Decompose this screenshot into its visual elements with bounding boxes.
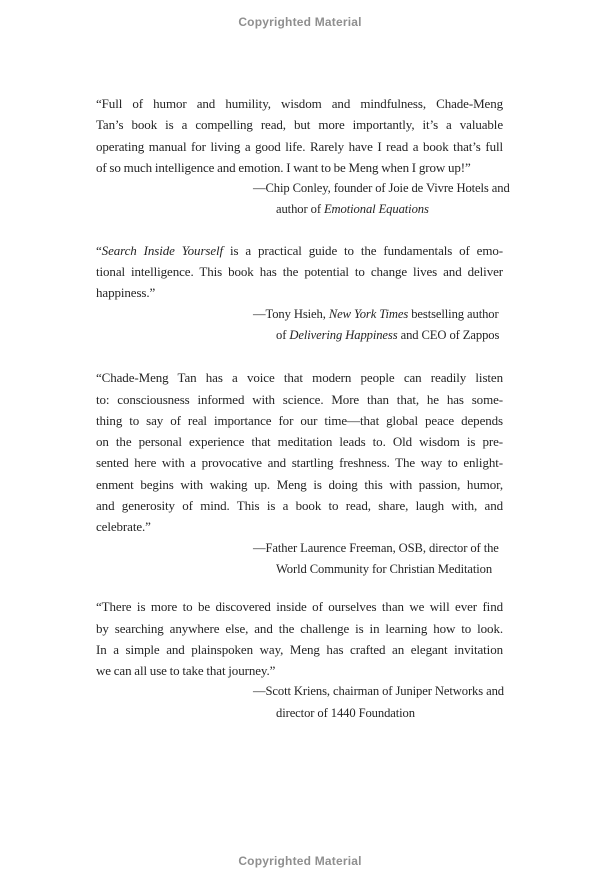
italic-title-segment: New York Times bbox=[328, 306, 409, 321]
quote-line bbox=[96, 93, 503, 114]
quote-text-segment: and generosity of mind. This is a book to read, share, laugh with, and bbox=[96, 498, 503, 514]
italic-title-segment: Search Inside Yourself bbox=[101, 242, 224, 258]
quote-text-segment: enment begins with waking up. Meng is doing this with passion, humor, bbox=[96, 476, 503, 492]
quote-line bbox=[96, 282, 503, 303]
quote-line bbox=[96, 389, 503, 410]
attribution-line bbox=[253, 178, 510, 199]
quote-text-segment: Tan’s book is a compelling read, but more importantly, it’s a valuable bbox=[96, 117, 503, 133]
quote-line bbox=[96, 618, 503, 639]
quote-text-segment: In a simple and plainspoken way, Meng has crafted an elegant invitation bbox=[96, 641, 503, 657]
quote-text-segment: we can all use to take that journey.” bbox=[96, 663, 276, 679]
quote-text-segment: to: consciousness informed with science. More than that, he has some- bbox=[96, 391, 503, 407]
quote-line bbox=[96, 136, 503, 157]
quote-text-segment: “Full of humor and humility, wisdom and mindfulness, Chade-Meng bbox=[96, 96, 503, 111]
quote-text-segment: thing to say of real importance for our time—that global peace depends bbox=[96, 412, 503, 428]
quote-text-segment: by searching anywhere else, and the challenge is in learning how to look. bbox=[96, 620, 503, 636]
praise-quote bbox=[96, 93, 510, 221]
quote-attribution bbox=[253, 681, 503, 724]
quote-line bbox=[96, 452, 503, 473]
attribution-line bbox=[276, 703, 503, 724]
quote-text bbox=[96, 367, 503, 537]
attribution-line bbox=[253, 681, 503, 702]
quote-line bbox=[96, 639, 503, 660]
attribution-line bbox=[276, 325, 503, 346]
quote-text-segment: World Community for Christian Meditation bbox=[276, 561, 493, 576]
quote-text-segment: —Tony Hsieh, bbox=[253, 306, 329, 321]
quote-text-segment: sented here with a provocative and startling freshness. The way to enlight- bbox=[96, 455, 503, 471]
attribution-line bbox=[276, 559, 503, 580]
quote-line bbox=[96, 596, 503, 617]
quote-line bbox=[96, 240, 503, 261]
quote-attribution bbox=[253, 304, 503, 347]
italic-title-segment: Emotional Equations bbox=[323, 202, 429, 217]
quote-line bbox=[96, 660, 503, 681]
quote-text bbox=[96, 240, 503, 304]
quote-text-segment: operating manual for living a good life. Rarely have I read a book that’s full bbox=[96, 138, 503, 154]
quote-line bbox=[96, 114, 503, 135]
quote-line bbox=[96, 410, 503, 431]
attribution-line bbox=[276, 199, 503, 220]
quote-text-segment: bestselling author bbox=[408, 306, 499, 321]
copyright-notice-top: Copyrighted Material bbox=[238, 15, 362, 29]
quote-text-segment: of bbox=[276, 327, 290, 342]
quote-text bbox=[96, 596, 503, 681]
quote-attribution bbox=[253, 538, 503, 581]
praise-quote bbox=[96, 367, 503, 580]
quote-text-segment: —Scott Kriens, chairman of Juniper Networks and bbox=[253, 684, 504, 699]
quote-line bbox=[96, 474, 503, 495]
quote-text-segment: —Chip Conley, founder of Joie de Vivre Hotels and bbox=[253, 181, 510, 196]
praise-quote bbox=[96, 596, 503, 724]
quote-text-segment: director of 1440 Foundation bbox=[276, 705, 415, 720]
quote-attribution bbox=[253, 178, 510, 221]
quote-text-segment: author of bbox=[276, 202, 324, 217]
quote-text-segment: —Father Laurence Freeman, OSB, director of the bbox=[253, 540, 499, 555]
quote-text-segment: tional intelligence. This book has the potential to change lives and deliver bbox=[96, 264, 503, 280]
quote-line bbox=[96, 495, 503, 516]
quote-line bbox=[96, 261, 503, 282]
italic-title-segment: Delivering Happiness bbox=[289, 327, 398, 342]
quote-text-segment: “Chade-Meng Tan has a voice that modern people can readily listen bbox=[96, 370, 503, 386]
quote-text-segment: happiness.” bbox=[96, 285, 156, 301]
quote-text-segment: and CEO of Zappos bbox=[397, 327, 500, 342]
quote-line bbox=[96, 516, 503, 537]
quote-text-segment: on the personal experience that meditation leads to. Old wisdom is pre- bbox=[96, 434, 503, 450]
quote-line bbox=[96, 157, 503, 178]
attribution-line bbox=[253, 304, 503, 325]
quote-text-segment: celebrate.” bbox=[96, 519, 151, 535]
quote-text-segment: “ bbox=[96, 242, 102, 258]
quote-line bbox=[96, 367, 503, 388]
praise-quote bbox=[96, 240, 503, 346]
quote-text-segment: is a practical guide to the fundamentals of emo- bbox=[223, 242, 503, 258]
copyright-notice-bottom: Copyrighted Material bbox=[238, 854, 362, 868]
attribution-line bbox=[253, 538, 503, 559]
quote-line bbox=[96, 431, 503, 452]
quote-text-segment: of so much intelligence and emotion. I want to be Meng when I grow up!” bbox=[96, 159, 471, 175]
quote-text bbox=[96, 93, 503, 178]
praise-quotes-section bbox=[96, 93, 510, 724]
quote-text-segment: “There is more to be discovered inside of ourselves than we will ever find bbox=[96, 599, 503, 615]
